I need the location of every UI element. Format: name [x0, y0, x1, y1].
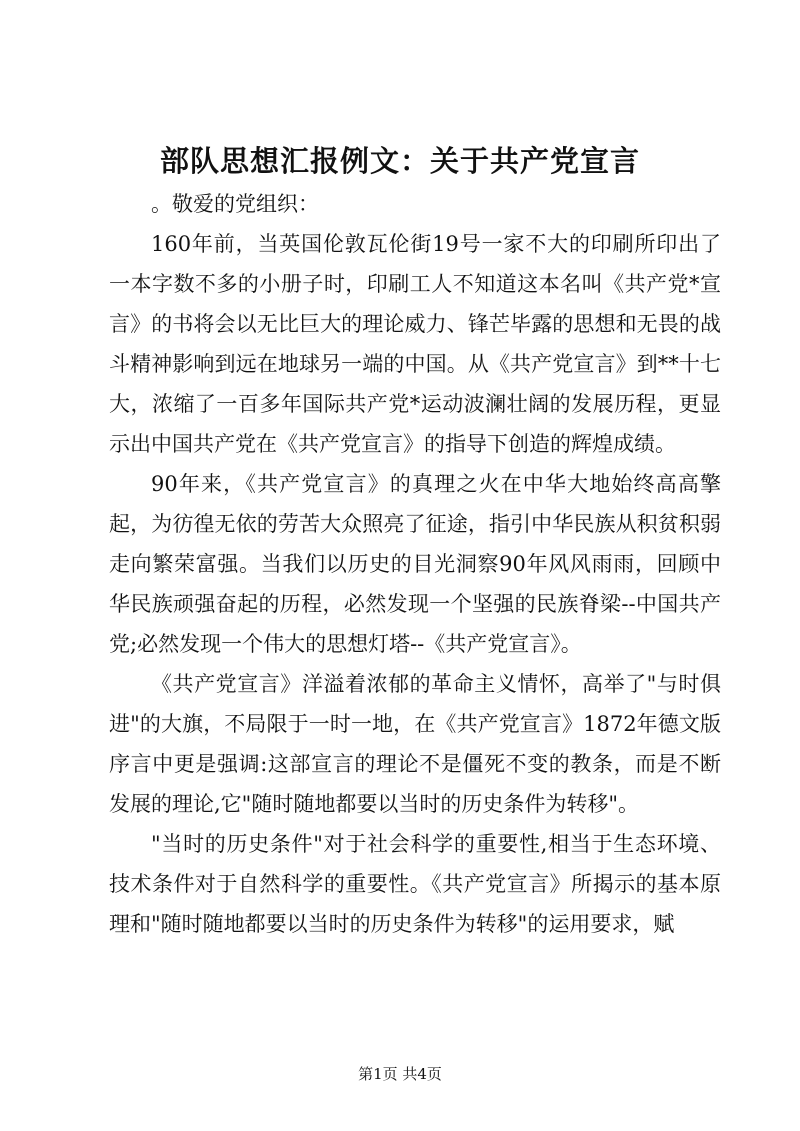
body-paragraph-2: 90年来，《共产党宣言》的真理之火在中华大地始终高高擎起，为彷徨无依的劳苦大众照亮了征途，指引中华民族从积贫积弱走向繁荣富强。当我们以历史的目光洞察90年风风雨雨，回顾中华民族顽强奋起的历程，必然发现一个坚强的民族脊梁--中国共产党;必然发现一个伟大的思想灯塔--《共产党宣言》。 — [109, 472, 721, 656]
page-footer: 第1页 共4页 — [358, 1065, 442, 1083]
document-body — [109, 184, 721, 944]
salutation-paragraph: 。敬爱的党组织： — [151, 192, 319, 216]
body-paragraph-1: 160年前，当英国伦敦瓦伦街19号一家不大的印刷所印出了一本字数不多的小册子时，印刷工人不知道这本名叫《共产党*宣言》的书将会以无比巨大的理论威力、锋芒毕露的思想和无畏的战斗精神影响到远在地球另一端的中国。从《共产党宣言》到**十七大，浓缩了一百多年国际共产党*运动波澜壮阔的发展历程，更显示出中国共产党在《共产党宣言》的指导下创造的辉煌成绩。 — [109, 232, 721, 456]
body-paragraph-4: "当时的历史条件"对于社会科学的重要性,相当于生态环境、技术条件对于自然科学的重要性。《共产党宣言》所揭示的基本原理和"随时随地都要以当时的历史条件为转移"的运用要求，赋 — [109, 832, 721, 936]
document-title: 部队思想汇报例文：关于共产党宣言 — [159, 144, 640, 178]
body-paragraph-3: 《共产党宣言》洋溢着浓郁的革命主义情怀，高举了"与时俱进"的大旗，不局限于一时一地，在《共产党宣言》1872年德文版序言中更是强调:这部宣言的理论不是僵死不变的教条，而是不断发展的理论,它"随时随地都要以当时的历史条件为转移"。 — [109, 672, 721, 816]
